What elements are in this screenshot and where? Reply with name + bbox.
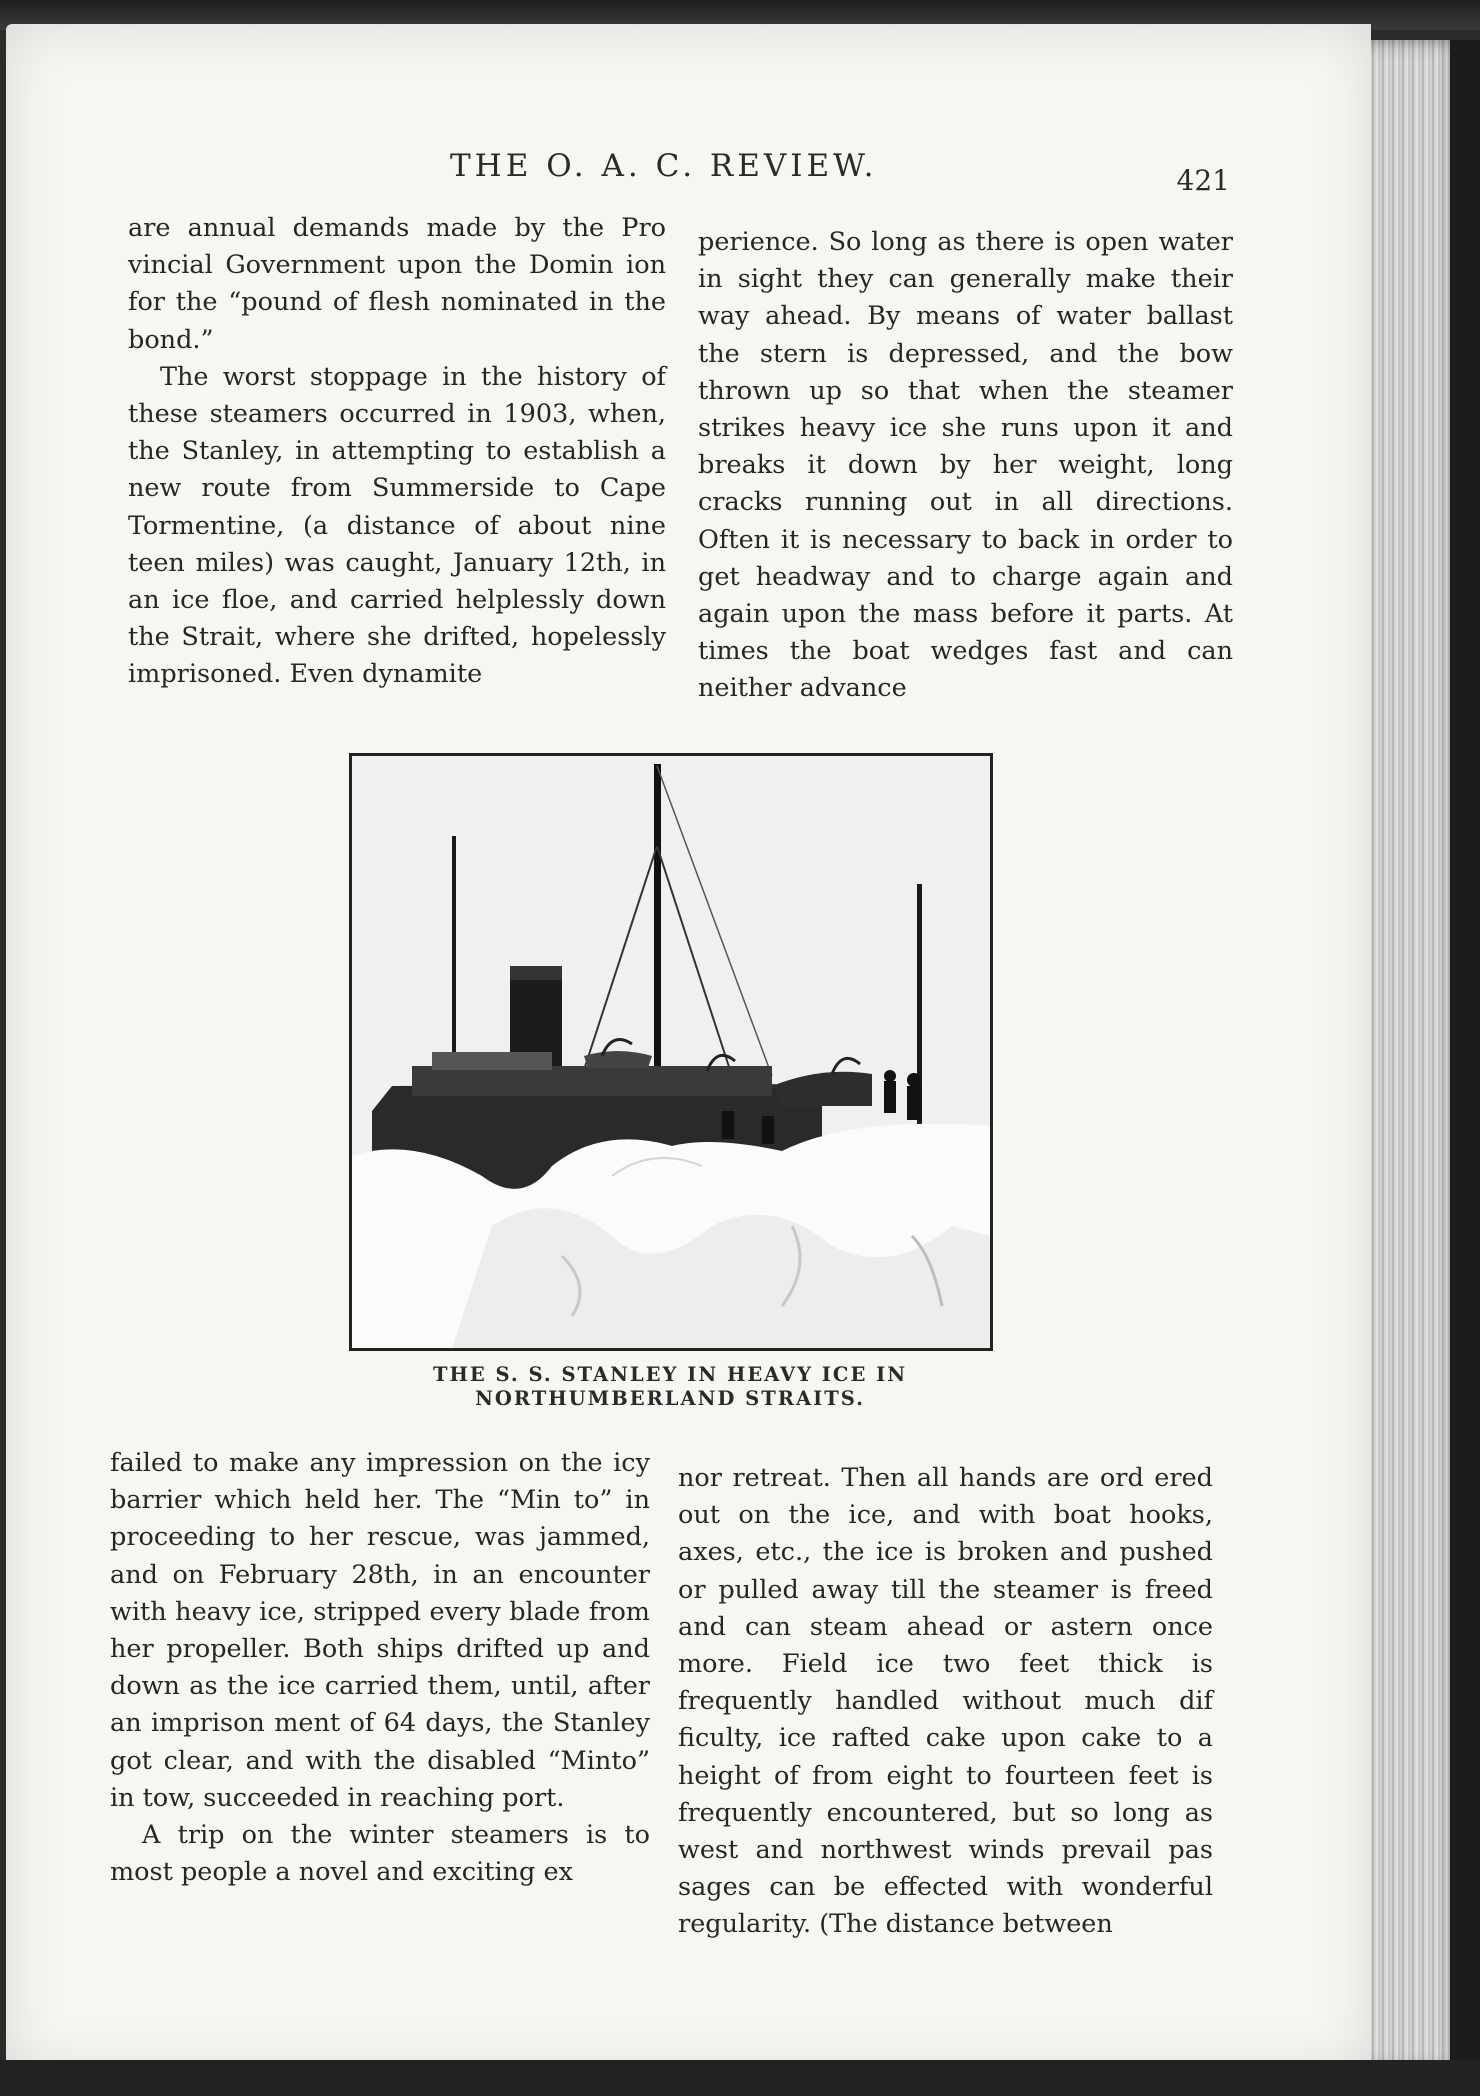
book-spine-shadow <box>1450 40 1480 2096</box>
column-top-left <box>128 210 666 694</box>
paragraph: The worst stoppage in the history of these steamers occurred in 1903, when, the Stanley, in attempting to establish a new route from Summerside to Cape Tormentine, (a distance of about nine teen miles) was caught, January 12th, in an ice floe, and carried helplessly down the Strait, where she drifted, hopelessly imprisoned. Even dynamite <box>128 361 666 690</box>
paragraph: A trip on the winter steamers is to most people a novel and exciting ex <box>110 1820 650 1888</box>
caption-line: NORTHUMBERLAND STRAITS. <box>475 1387 865 1410</box>
column-top-right <box>698 224 1233 708</box>
column-bottom-right <box>678 1460 1213 1944</box>
page-number: 421 <box>1176 164 1230 197</box>
scan-background-bottom <box>0 2060 1480 2096</box>
column-bottom-left <box>110 1445 650 1891</box>
paragraph: failed to make any impression on the icy barrier which held her. The “Min to” in proceeding to her rescue, was jammed, and on February 28th, in an encounter with heavy ice, stripped every blade from her propeller. Both ships drifted up and down as the ice carried them, until, after an imprison ment of 64 days, the Stanley got clear, and with the disabled “Minto” in tow, succeeded in reaching port. <box>110 1448 650 1813</box>
paragraph: perience. So long as there is open water in sight they can generally make their way ahead. By means of water ballast the stern is depressed, and the bow thrown up so that when the steamer strikes heavy ice she runs upon it and breaks it down by her weight, long cracks running out in all directions. Often it is necessary to back in order to get headway and to charge again and again upon the mass before it parts. At times the boat wedges fast and can neither advance <box>698 227 1233 704</box>
steamer-photograph <box>349 753 993 1351</box>
paragraph: nor retreat. Then all hands are ord ered out on the ice, and with boat hooks, axes, etc., the ice is broken and pushed or pulled away till the steamer is freed and can steam ahead or astern once more. Field ice two feet thick is frequently handled without much dif ficulty, ice rafted cake upon cake to a height of from eight to fourteen feet is frequently encountered, but so long as west and northwest winds prevail pas sages can be effected with wonderful regularity. (The distance between <box>678 1463 1213 1940</box>
running-title: THE O. A. C. REVIEW. <box>450 148 878 184</box>
caption-line: THE S. S. STANLEY IN HEAVY ICE IN <box>432 1363 908 1386</box>
paragraph: are annual demands made by the Pro vincial Government upon the Domin ion for the “pound of flesh nominated in the bond.” <box>128 213 666 355</box>
ship-in-ice-illustration <box>352 756 990 1348</box>
book-page-edges <box>1355 40 1465 2070</box>
figure-caption <box>330 1363 1010 1411</box>
page-header <box>140 148 1230 198</box>
